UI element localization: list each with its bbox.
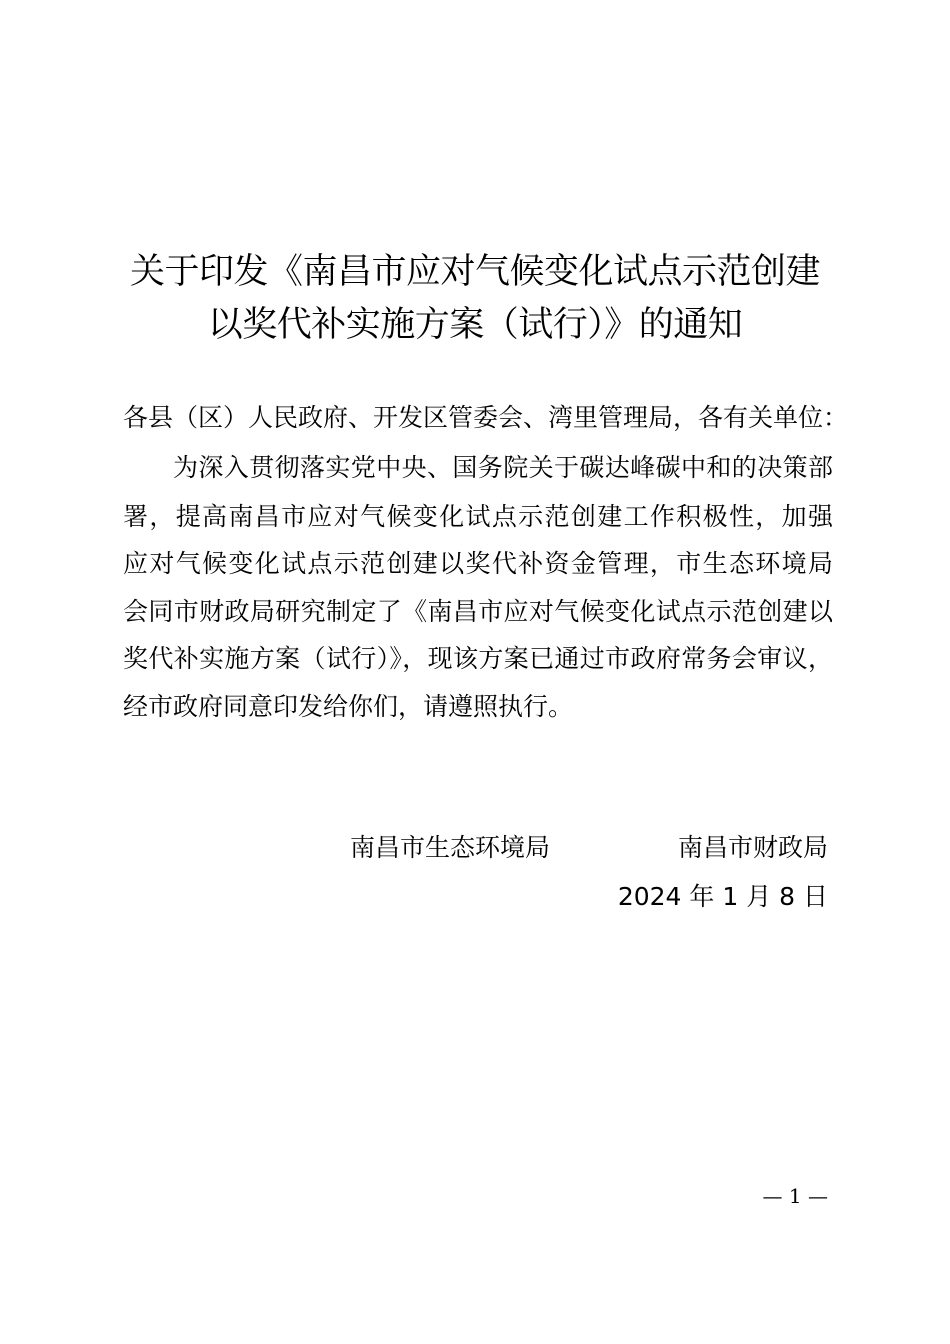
body-line-4: 会同市财政局研究制定了《南昌市应对气候变化试点示范创建以 [123, 597, 833, 626]
body-line-2: 署，提高南昌市应对气候变化试点示范创建工作积极性，加强 [123, 502, 833, 531]
body-line-1: 为深入贯彻落实党中央、国务院关于碳达峰碳中和的决策部 [173, 453, 833, 482]
signatory-finance-bureau: 南昌市财政局 [677, 833, 828, 862]
body-line-6: 经市政府同意印发给你们，请遵照执行。 [123, 692, 574, 721]
addressee: 各县（区）人民政府、开发区管委会、湾里管理局，各有关单位： [123, 403, 849, 432]
signatory-ecology-bureau: 南昌市生态环境局 [350, 833, 551, 862]
document-title-line-1: 关于印发《南昌市应对气候变化试点示范创建 [129, 252, 820, 292]
body-line-5: 奖代补实施方案（试行）》，现该方案已通过市政府常务会审议， [123, 644, 833, 673]
issue-date: 2024 年 1 月 8 日 [617, 882, 828, 911]
page-number: — 1 — [762, 1184, 828, 1208]
document-title-line-2: 以奖代补实施方案（试行）》的通知 [207, 305, 743, 345]
body-line-3: 应对气候变化试点示范创建以奖代补资金管理，市生态环境局 [123, 549, 833, 578]
